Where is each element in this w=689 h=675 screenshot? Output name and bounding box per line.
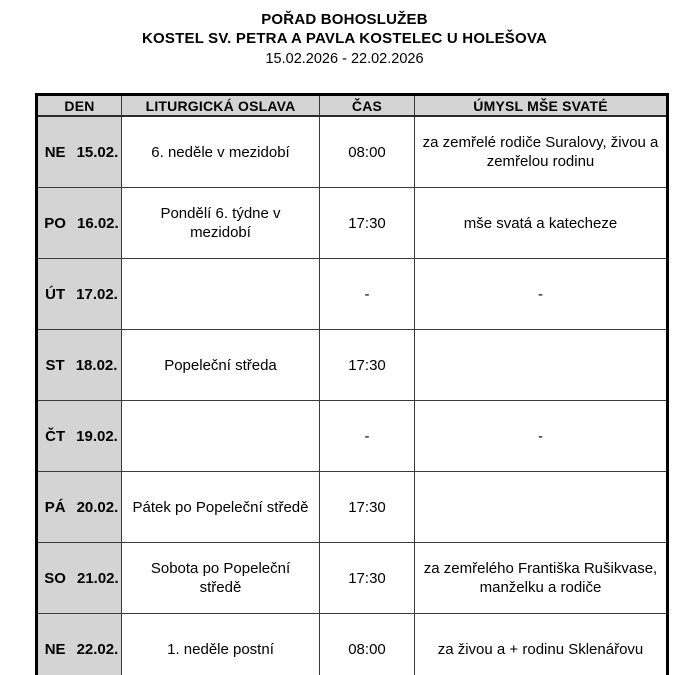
day-abbr: NE (44, 640, 66, 658)
day-date: 16.02. (76, 214, 119, 232)
time-cell: 17:30 (320, 472, 415, 543)
table-row (37, 330, 668, 401)
time-cell: 17:30 (320, 330, 415, 401)
celebration-cell: Popeleční středa (122, 330, 320, 401)
page-title: POŘAD BOHOSLUŽEB (261, 11, 428, 28)
time-cell: 17:30 (320, 188, 415, 259)
celebration-cell: Pondělí 6. týdne v mezidobí (122, 188, 320, 259)
table-row (37, 614, 668, 675)
table-row (37, 188, 668, 259)
table-row (37, 401, 668, 472)
celebration-cell (122, 259, 320, 330)
time-cell: - (320, 401, 415, 472)
celebration-cell: 6. neděle v mezidobí (122, 116, 320, 188)
day-cell (37, 116, 122, 188)
day-cell (37, 472, 122, 543)
column-header-cas: ČAS (320, 95, 415, 117)
column-header-umysl: ÚMYSL MŠE SVATÉ (415, 95, 668, 117)
title-block (0, 0, 689, 69)
day-cell (37, 543, 122, 614)
time-cell: 08:00 (320, 116, 415, 188)
day-date: 17.02. (76, 285, 118, 303)
intention-cell: za zemřelého Františka Rušikvase, manželku a rodiče (415, 543, 668, 614)
day-abbr: PO (44, 214, 66, 232)
column-header-den: DEN (37, 95, 122, 117)
day-cell (37, 259, 122, 330)
time-cell: - (320, 259, 415, 330)
header-row (37, 95, 668, 117)
intention-cell: za živou a + rodinu Sklenářovu (415, 614, 668, 675)
column-header-liturgicka-oslava: LITURGICKÁ OSLAVA (122, 95, 320, 117)
day-date: 21.02. (76, 569, 119, 587)
intention-cell (415, 472, 668, 543)
day-date: 18.02. (75, 356, 118, 374)
page-subtitle: KOSTEL SV. PETRA A PAVLA KOSTELEC U HOLEŠOVA (142, 30, 547, 47)
intention-cell: - (415, 259, 668, 330)
day-cell (37, 188, 122, 259)
day-cell (37, 330, 122, 401)
day-cell (37, 401, 122, 472)
day-abbr: PÁ (44, 498, 66, 516)
table-row (37, 116, 668, 188)
intention-cell: za zemřelé rodiče Suralovy, živou a zemřelou rodinu (415, 116, 668, 188)
day-abbr: ÚT (45, 285, 66, 303)
intention-cell (415, 330, 668, 401)
day-abbr: NE (44, 143, 66, 161)
schedule-table (35, 93, 669, 675)
day-date: 15.02. (76, 143, 119, 161)
day-cell (37, 614, 122, 675)
day-abbr: ČT (45, 427, 66, 445)
time-cell: 08:00 (320, 614, 415, 675)
celebration-cell: Sobota po Popeleční středě (122, 543, 320, 614)
table-row (37, 543, 668, 614)
table-row (37, 259, 668, 330)
intention-cell: - (415, 401, 668, 472)
table-row (37, 472, 668, 543)
time-cell: 17:30 (320, 543, 415, 614)
day-date: 19.02. (76, 427, 118, 445)
celebration-cell: Pátek po Popeleční středě (122, 472, 320, 543)
day-abbr: ST (45, 356, 65, 374)
celebration-cell (122, 401, 320, 472)
day-date: 22.02. (76, 640, 119, 658)
date-range: 15.02.2026 - 22.02.2026 (265, 51, 424, 67)
intention-cell: mše svatá a katecheze (415, 188, 668, 259)
day-date: 20.02. (76, 498, 119, 516)
celebration-cell: 1. neděle postní (122, 614, 320, 675)
day-abbr: SO (44, 569, 66, 587)
